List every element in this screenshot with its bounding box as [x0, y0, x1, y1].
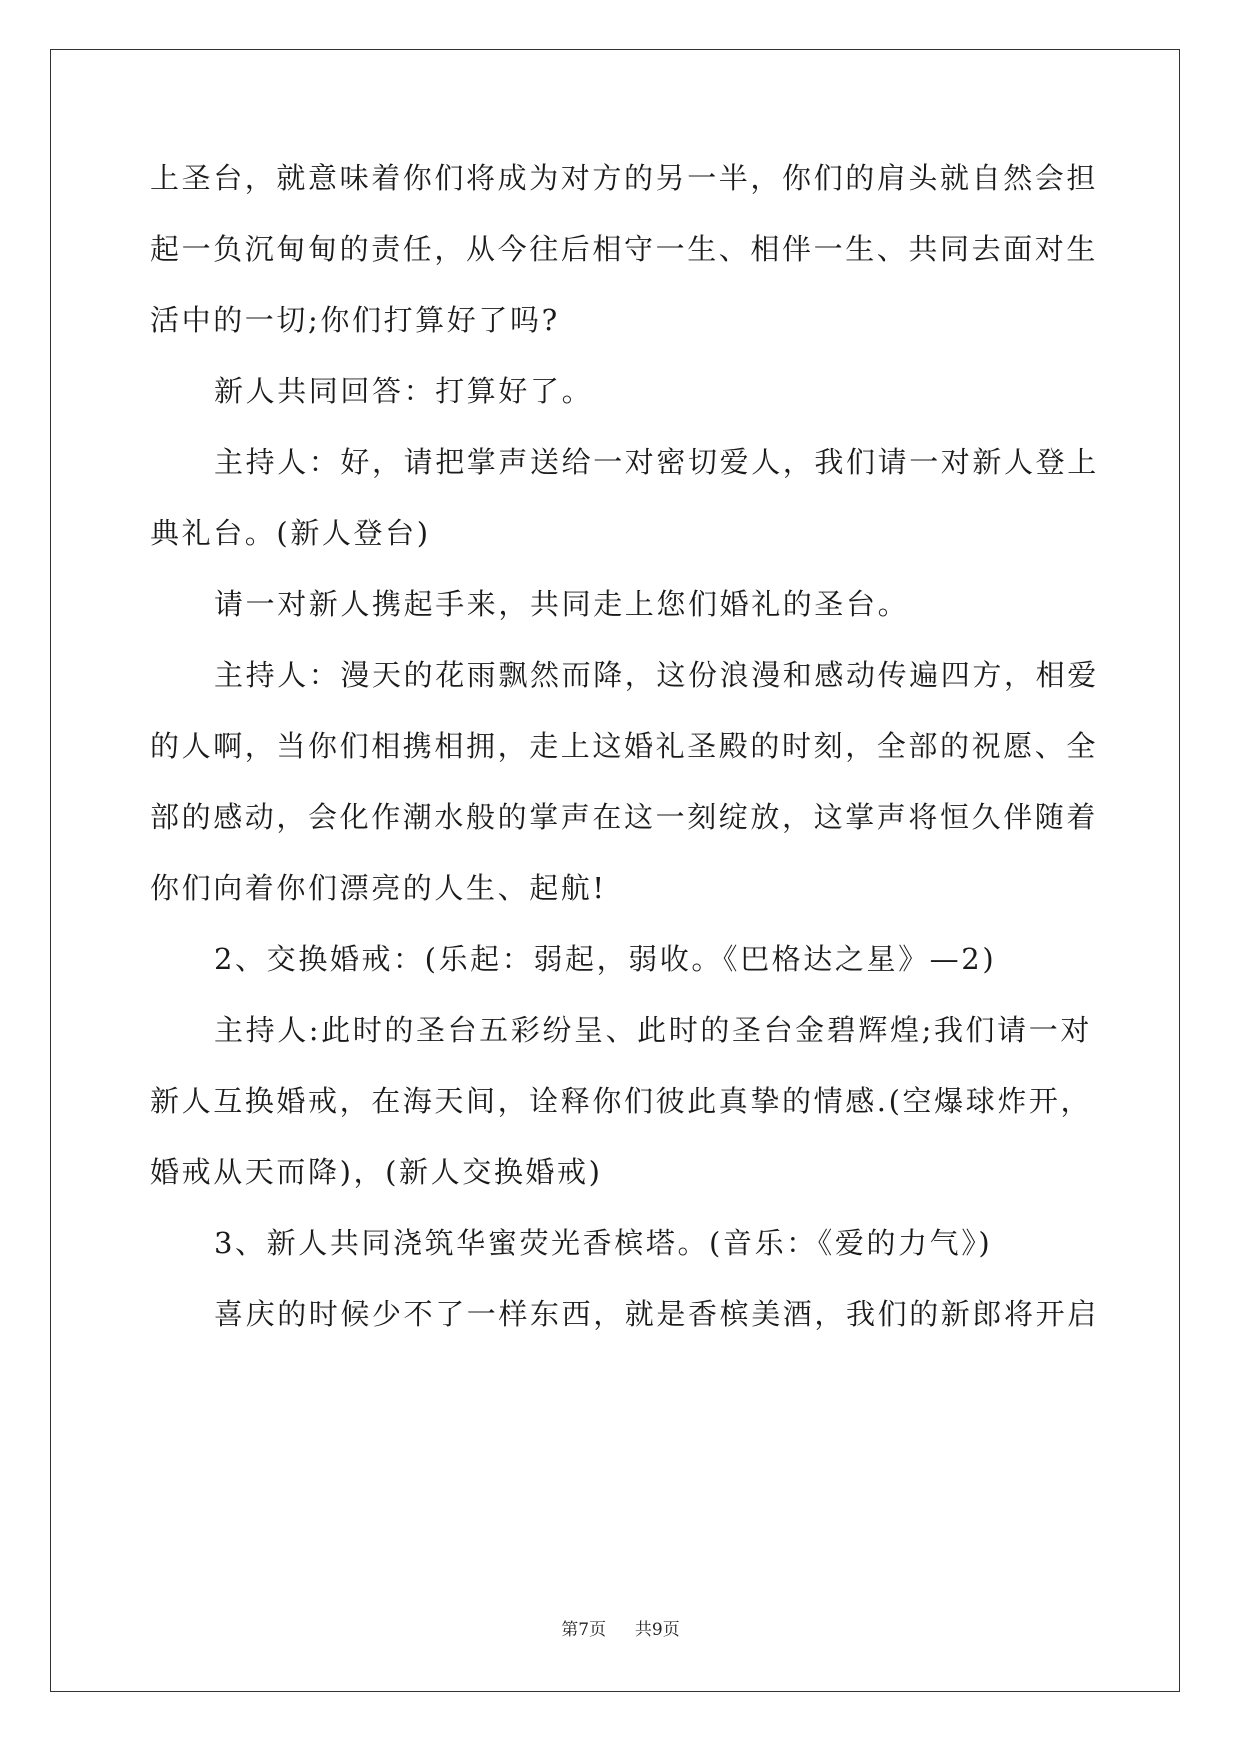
text-line: 你们向着你们漂亮的人生、起航! — [150, 871, 607, 905]
text-line: 3、新人共同浇筑华蜜荧光香槟塔。(音乐：《爱的力气》) — [214, 1226, 993, 1260]
text-line: 主持人：漫天的花雨飘然而降，这份浪漫和感动传遍四方，相爱 — [214, 658, 1099, 692]
text-line: 的人啊，当你们相携相拥，走上这婚礼圣殿的时刻，全部的祝愿、全 — [150, 729, 1099, 763]
text-line: 部的感动，会化作潮水般的掌声在这一刻绽放，这掌声将恒久伴随着 — [150, 800, 1099, 834]
text-line: 请一对新人携起手来，共同走上您们婚礼的圣台。 — [214, 587, 910, 621]
text-line: 上圣台，就意味着你们将成为对方的另一半，你们的肩头就自然会担 — [150, 161, 1099, 195]
text-line: 起一负沉甸甸的责任，从今往后相守一生、相伴一生、共同去面对生 — [150, 232, 1099, 266]
text-line: 2、交换婚戒：(乐起：弱起，弱收。《巴格达之星》—2) — [214, 942, 997, 976]
text-line: 喜庆的时候少不了一样东西，就是香槟美酒，我们的新郎将开启 — [214, 1297, 1099, 1331]
text-line: 活中的一切;你们打算好了吗? — [150, 303, 560, 337]
text-line: 典礼台。(新人登台) — [150, 516, 431, 550]
text-line: 婚戒从天而降)，(新人交换婚戒) — [150, 1155, 603, 1189]
text-line: 主持人:此时的圣台五彩纷呈、此时的圣台金碧辉煌;我们请一对 — [214, 1013, 1092, 1047]
page-footer — [0, 1615, 1241, 1640]
text-line: 新人共同回答：打算好了。 — [214, 374, 594, 408]
text-line: 新人互换婚戒，在海天间，诠释你们彼此真挚的情感.(空爆球炸开， — [150, 1084, 1093, 1118]
text-line: 主持人：好，请把掌声送给一对密切爱人，我们请一对新人登上 — [214, 445, 1099, 479]
page-total: 共9页 — [634, 1620, 680, 1640]
page-number: 第7页 — [561, 1620, 607, 1640]
